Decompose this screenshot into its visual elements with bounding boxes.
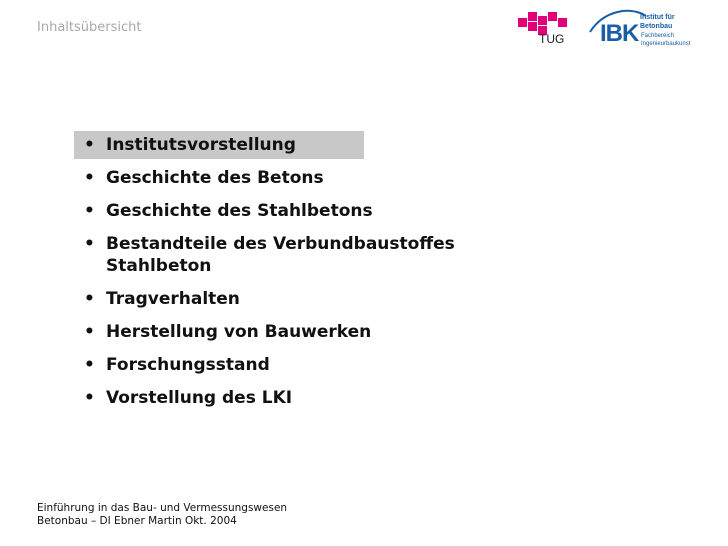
- toc-item-label: Vorstellung des LKI: [106, 388, 293, 408]
- ibk-logo-letters: IBK: [600, 20, 639, 47]
- bullet-icon: •: [84, 168, 95, 188]
- bullet-icon: •: [84, 322, 95, 342]
- ibk-logo-line4: Ingenieurbaukunst: [641, 41, 691, 47]
- bullet-icon: •: [84, 355, 95, 375]
- bullet-icon: •: [84, 201, 95, 221]
- ibk-logo-line3: Fachbereich: [641, 33, 675, 39]
- toc-item-label: Bestandteile des Verbundbaustoffes Stahlbeton: [106, 234, 455, 276]
- toc-item-geschichte-betons[interactable]: [84, 167, 504, 189]
- bullet-icon: •: [84, 135, 95, 155]
- toc-item-institutsvorstellung[interactable]: [84, 134, 504, 156]
- tug-logo-text: TUG: [539, 32, 565, 46]
- toc-item-herstellung[interactable]: [84, 321, 504, 343]
- slide-title: Inhaltsübersicht: [37, 20, 142, 35]
- toc-item-label: Geschichte des Stahlbetons: [106, 201, 373, 221]
- toc-item-label: Forschungsstand: [106, 355, 270, 375]
- table-of-contents: [84, 134, 504, 420]
- ibk-logo-line1: Institut für: [640, 14, 675, 21]
- bullet-icon: •: [84, 388, 95, 408]
- toc-item-label: Herstellung von Bauwerken: [106, 322, 372, 342]
- toc-item-label: Institutsvorstellung: [106, 135, 296, 155]
- footer-course-line: Einführung in das Bau- und Vermessungswesen: [37, 502, 288, 514]
- toc-item-geschichte-stahlbetons[interactable]: [84, 200, 504, 222]
- footer-author-line: Betonbau – DI Ebner Martin Okt. 2004: [37, 515, 237, 527]
- bullet-icon: •: [84, 234, 95, 254]
- toc-item-label: Tragverhalten: [106, 289, 240, 309]
- toc-item-forschungsstand[interactable]: [84, 354, 504, 376]
- bullet-icon: •: [84, 289, 95, 309]
- slide-footer: [37, 502, 287, 528]
- ibk-logo-line2: Betonbau: [640, 23, 673, 30]
- toc-item-tragverhalten[interactable]: [84, 288, 504, 310]
- toc-item-label: Geschichte des Betons: [106, 168, 324, 188]
- toc-item-vorstellung-lki[interactable]: [84, 387, 504, 409]
- toc-item-bestandteile[interactable]: [84, 233, 504, 277]
